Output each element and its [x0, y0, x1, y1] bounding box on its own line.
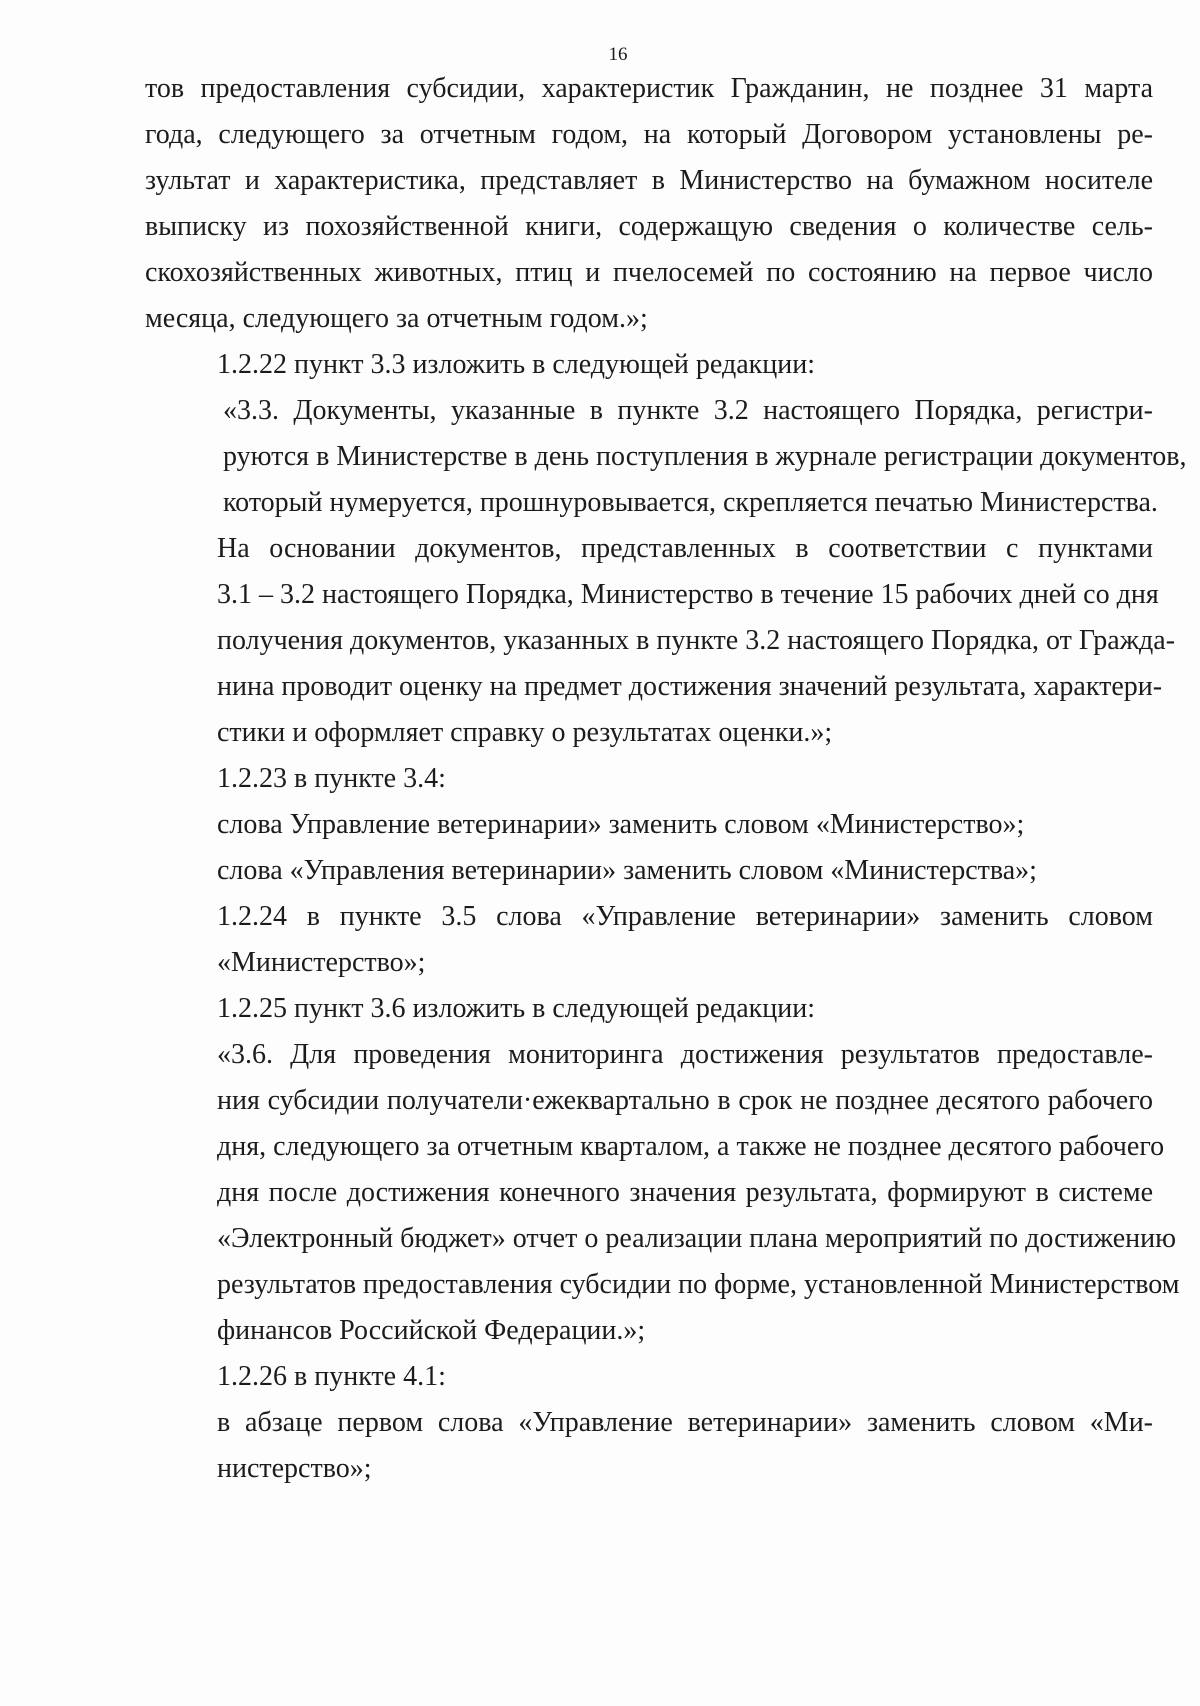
- text-line: 1.2.25 пункт 3.6 изложить в следующей редакции:: [217, 993, 815, 1024]
- text-line: месяца, следующего за отчетным годом.»;: [145, 303, 648, 334]
- text-line: выписку из похозяйственной книги, содержащую сведения о количестве сель-: [145, 211, 1153, 242]
- text-line: руются в Министерстве в день поступления в журнале регистрации документов,: [223, 441, 1187, 472]
- text-line: «3.3. Документы, указанные в пункте 3.2 настоящего Порядка, регистри-: [223, 395, 1153, 426]
- paragraph-p11: [145, 1354, 1153, 1400]
- paragraph-p9: [145, 986, 1153, 1032]
- page-number: 16: [608, 44, 628, 65]
- text-line: На основании документов, представленных в соответствии с пунктами: [217, 533, 1153, 564]
- text-line: года, следующего за отчетным годом, на который Договором установлены ре-: [145, 119, 1153, 150]
- text-line: тов предоставления субсидии, характеристик Гражданин, не позднее 31 марта: [145, 73, 1153, 104]
- text-line: ния субсидии получатели·ежеквартально в срок не позднее десятого рабочего: [217, 1085, 1153, 1116]
- text-line: дня после достижения конечного значения результата, формируют в системе: [217, 1177, 1153, 1208]
- text-line: стики и оформляет справку о результатах оценки.»;: [217, 717, 833, 748]
- text-line: «3.6. Для проведения мониторинга достижения результатов предоставле-: [217, 1039, 1153, 1070]
- text-line: в абзаце первом слова «Управление ветеринарии» заменить словом «Ми-: [217, 1407, 1153, 1438]
- paragraph-p5: [145, 756, 1153, 802]
- text-line: 1.2.22 пункт 3.3 изложить в следующей редакции:: [217, 349, 815, 380]
- paragraph-p6: [145, 802, 1153, 848]
- text-line: 1.2.24 в пункте 3.5 слова «Управление ветеринарии» заменить словом: [217, 901, 1153, 932]
- text-line: финансов Российской Федерации.»;: [217, 1315, 646, 1346]
- text-line: нина проводит оценку на предмет достижения значений результата, характери-: [217, 671, 1163, 702]
- paragraph-p1: [145, 66, 1153, 342]
- text-line: получения документов, указанных в пункте 3.2 настоящего Порядка, от Гражда-: [217, 625, 1176, 656]
- paragraph-p3: [145, 388, 1187, 526]
- text-line: скохозяйственных животных, птиц и пчелосемей по состоянию на первое число: [145, 257, 1153, 288]
- document-body: [145, 66, 1187, 1492]
- text-line: 3.1 – 3.2 настоящего Порядка, Министерство в течение 15 рабочих дней со дня: [217, 579, 1159, 610]
- text-line: результатов предоставления субсидии по форме, установленной Министерством: [217, 1269, 1180, 1300]
- text-line: который нумеруется, прошнуровывается, скрепляется печатью Министерства.: [223, 487, 1158, 518]
- text-line: 1.2.26 в пункте 4.1:: [217, 1361, 446, 1392]
- text-line: 1.2.23 в пункте 3.4:: [217, 763, 446, 794]
- paragraph-p2: [145, 342, 1153, 388]
- text-line: «Электронный бюджет» отчет о реализации плана мероприятий по достижению: [217, 1223, 1177, 1254]
- paragraph-p10: [145, 1032, 1180, 1354]
- text-line: нистерство»;: [217, 1453, 372, 1484]
- paragraph-p8: [145, 894, 1153, 986]
- text-line: слова «Управления ветеринарии» заменить словом «Министерства»;: [217, 855, 1037, 886]
- text-line: зультат и характеристика, представляет в Министерство на бумажном носителе: [145, 165, 1153, 196]
- paragraph-p4: [145, 526, 1176, 756]
- text-line: дня, следующего за отчетным кварталом, а также не позднее десятого рабочего: [217, 1131, 1165, 1162]
- text-line: слова Управление ветеринарии» заменить словом «Министерство»;: [217, 809, 1025, 840]
- paragraph-p12: [145, 1400, 1153, 1492]
- text-line: «Министерство»;: [217, 947, 426, 978]
- paragraph-p7: [145, 848, 1153, 894]
